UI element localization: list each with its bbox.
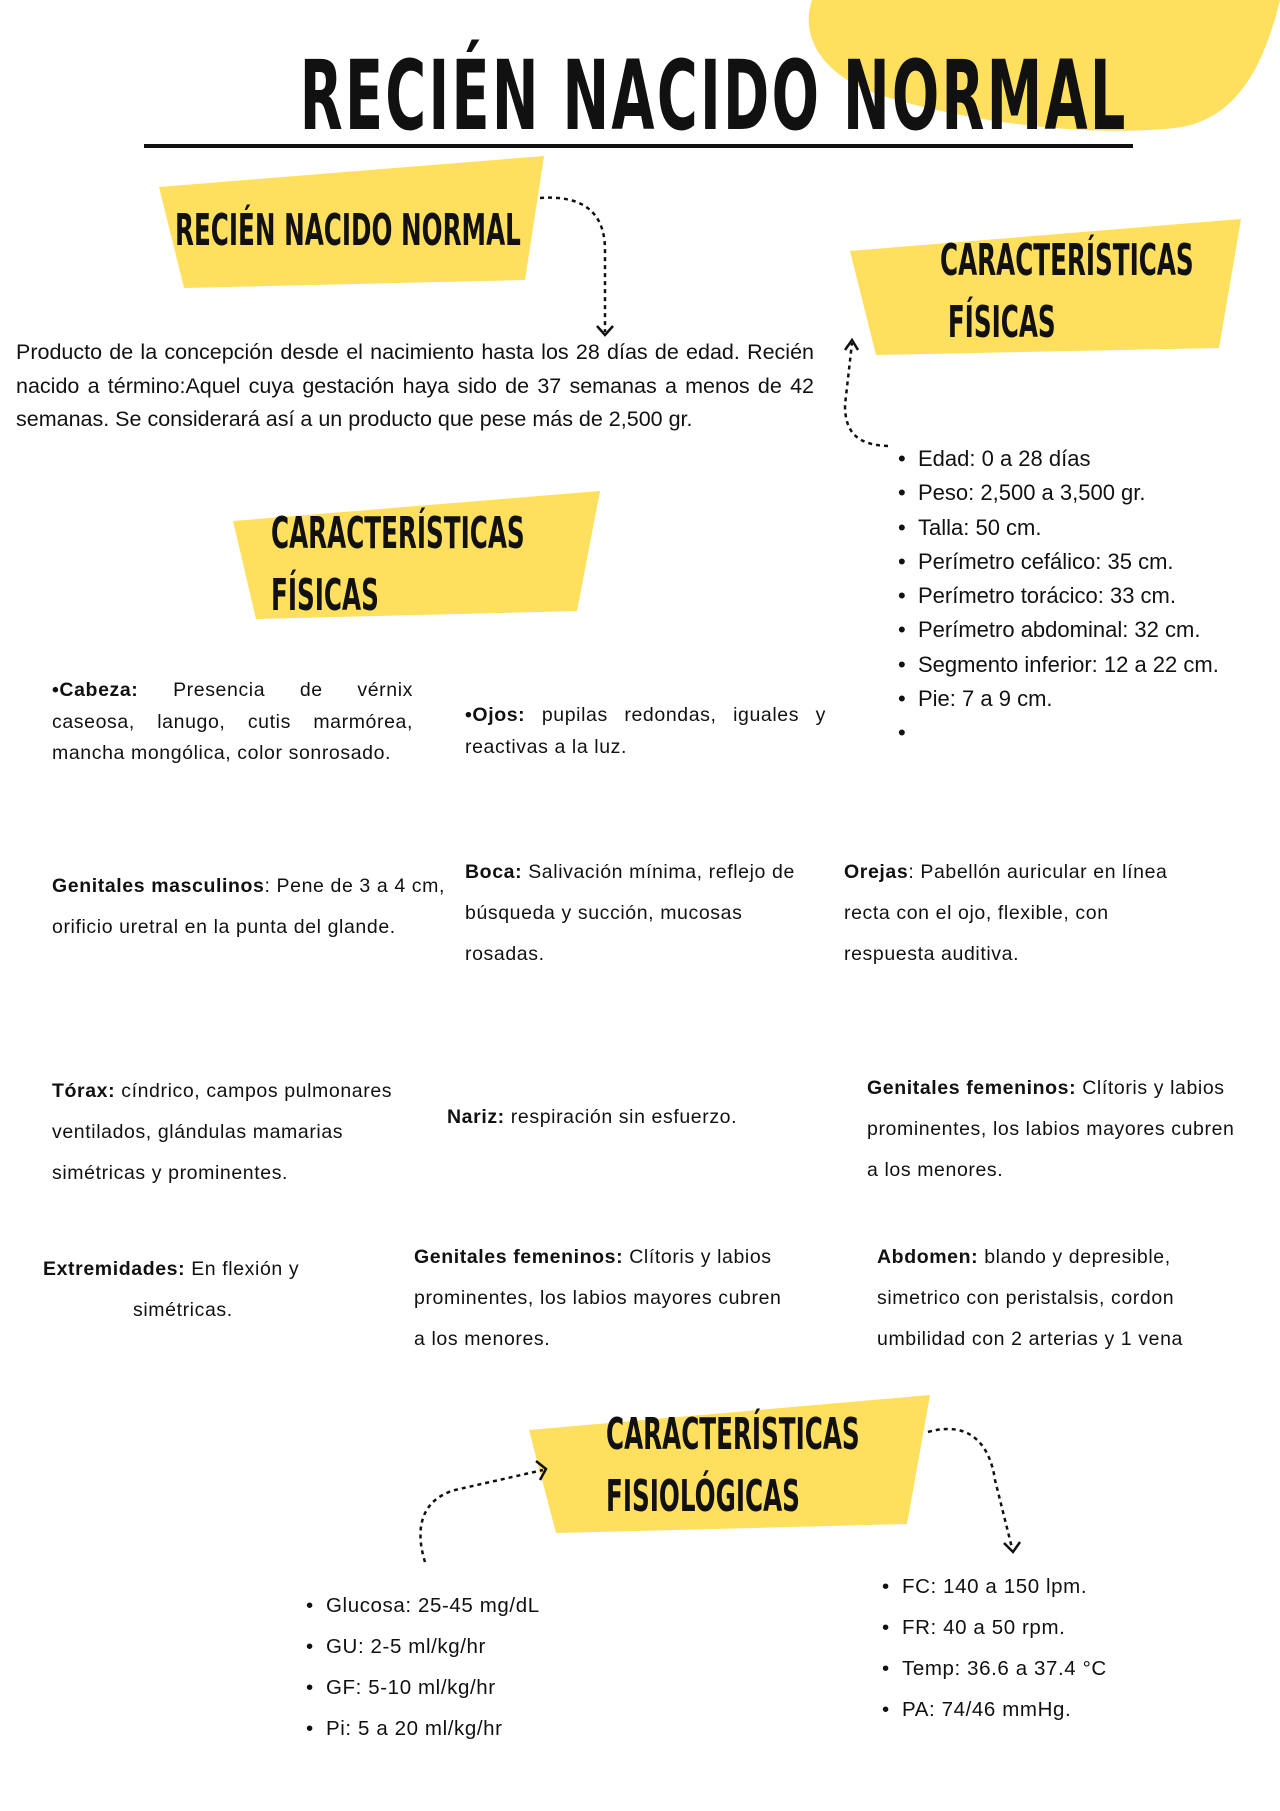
- list-item: • Pi: 5 a 20 ml/kg/hr: [326, 1708, 540, 1749]
- intro-paragraph: Producto de la concepción desde el nacimiento hasta los 28 días de edad. Recién nacido a término:Aquel cuya gestación haya sido de 37 semanas a menos de 42 semanas. Se considerará así a un producto que pese más de 2,500 gr.: [16, 340, 814, 431]
- banner-physical-right-title: [940, 230, 1194, 354]
- feature-text: respiración sin esfuerzo.: [504, 1106, 738, 1128]
- feature-abdomen: [877, 1237, 1247, 1360]
- heading-line: FISIOLÓGICAS: [606, 1471, 800, 1522]
- page-title-text: RECIÉN NACIDO NORMAL: [299, 40, 1128, 152]
- feature-text: cíndrico, campos pulmonares ventilados, glándulas mamarias simétricas y prominentes.: [52, 1080, 393, 1184]
- physiological-list-left: [326, 1585, 540, 1749]
- feature-label: •Ojos:: [465, 704, 526, 726]
- list-item: • GU: 2-5 ml/kg/hr: [326, 1626, 540, 1667]
- physiological-list-right: [902, 1566, 1107, 1730]
- list-item: • Perímetro abdominal: 32 cm.: [918, 613, 1219, 647]
- feature-genitales-femeninos-2: [414, 1237, 784, 1360]
- list-item: • Pie: 7 a 9 cm.: [918, 682, 1219, 716]
- list-item: [918, 716, 1219, 750]
- feature-extremidades: [43, 1249, 363, 1331]
- feature-genitales-femeninos-1: [867, 1068, 1237, 1191]
- feature-orejas: [844, 852, 1189, 975]
- dotted-arrow-physio-right: [928, 1429, 1012, 1548]
- feature-ojos: [465, 700, 826, 763]
- feature-genitales-masculinos: [52, 866, 452, 948]
- dotted-arrow-intro: [540, 198, 605, 332]
- feature-nariz: [447, 1097, 827, 1138]
- feature-text: pupilas redondas, iguales y reactivas a la luz.: [465, 704, 826, 758]
- heading-line: FÍSICAS: [271, 570, 379, 621]
- feature-text: : Pene de 3 a 4 cm, orificio uretral en la punta del glande.: [52, 875, 446, 938]
- heading-line: CARACTERÍSTICAS: [940, 235, 1194, 286]
- list-item: • Edad: 0 a 28 días: [918, 442, 1219, 476]
- measurements-list: [918, 442, 1219, 750]
- heading-line: CARACTERÍSTICAS: [606, 1409, 860, 1460]
- list-item: • FC: 140 a 150 lpm.: [902, 1566, 1107, 1607]
- list-item: • Segmento inferior: 12 a 22 cm.: [918, 648, 1219, 682]
- dotted-arrow-physical: [845, 343, 888, 446]
- dotted-arrow-physio-left: [420, 1470, 543, 1562]
- heading-line: FÍSICAS: [947, 297, 1056, 348]
- feature-cabeza: [52, 675, 413, 770]
- feature-text: simétricas.: [133, 1299, 233, 1321]
- list-item: • Peso: 2,500 a 3,500 gr.: [918, 476, 1219, 510]
- feature-label: Tórax:: [52, 1080, 116, 1102]
- feature-label: Nariz:: [447, 1106, 505, 1128]
- banner-physiological-title: [606, 1404, 860, 1528]
- list-item: • Talla: 50 cm.: [918, 511, 1219, 545]
- list-item: • FR: 40 a 50 rpm.: [902, 1607, 1107, 1648]
- feature-label: Abdomen:: [877, 1246, 979, 1268]
- feature-text: Presencia de vérnix caseosa, lanugo, cutis marmórea, mancha mongólica, color sonrosado.: [52, 679, 413, 764]
- list-item: • Glucosa: 25-45 mg/dL: [326, 1585, 540, 1626]
- feature-text: En flexión y: [185, 1258, 300, 1280]
- feature-label: Genitales masculinos: [52, 875, 265, 897]
- feature-boca: [465, 852, 825, 975]
- feature-label: Genitales femeninos:: [867, 1077, 1077, 1099]
- feature-label: Orejas: [844, 861, 909, 883]
- feature-text: blando y depresible, simetrico con peristalsis, cordon umbilidad con 2 arterias y 1 vena: [877, 1246, 1183, 1350]
- feature-label: Genitales femeninos:: [414, 1246, 624, 1268]
- heading-line: CARACTERÍSTICAS: [271, 508, 525, 559]
- list-item: • PA: 74/46 mmHg.: [902, 1689, 1107, 1730]
- banner-physical-left-title: [271, 503, 525, 627]
- feature-text: : Pabellón auricular en línea recta con el ojo, flexible, con respuesta auditiva.: [844, 861, 1168, 965]
- feature-label: •Cabeza:: [52, 679, 139, 701]
- list-item: • Perímetro torácico: 33 cm.: [918, 579, 1219, 613]
- list-item: • GF: 5-10 ml/kg/hr: [326, 1667, 540, 1708]
- feature-label: Boca:: [465, 861, 523, 883]
- list-item: • Perímetro cefálico: 35 cm.: [918, 545, 1219, 579]
- page-title: [0, 40, 1280, 152]
- feature-text: Clítoris y labios prominentes, los labios mayores cubren a los menores.: [414, 1246, 782, 1350]
- feature-label: Extremidades:: [43, 1258, 186, 1280]
- feature-text: Clítoris y labios prominentes, los labios mayores cubren a los menores.: [867, 1077, 1235, 1181]
- feature-text: Salivación mínima, reflejo de búsqueda y succión, mucosas rosadas.: [465, 861, 795, 965]
- feature-torax: [52, 1071, 432, 1194]
- list-item: • Temp: 36.6 a 37.4 °C: [902, 1648, 1107, 1689]
- banner-intro-title: RECIÉN NACIDO NORMAL: [175, 205, 521, 256]
